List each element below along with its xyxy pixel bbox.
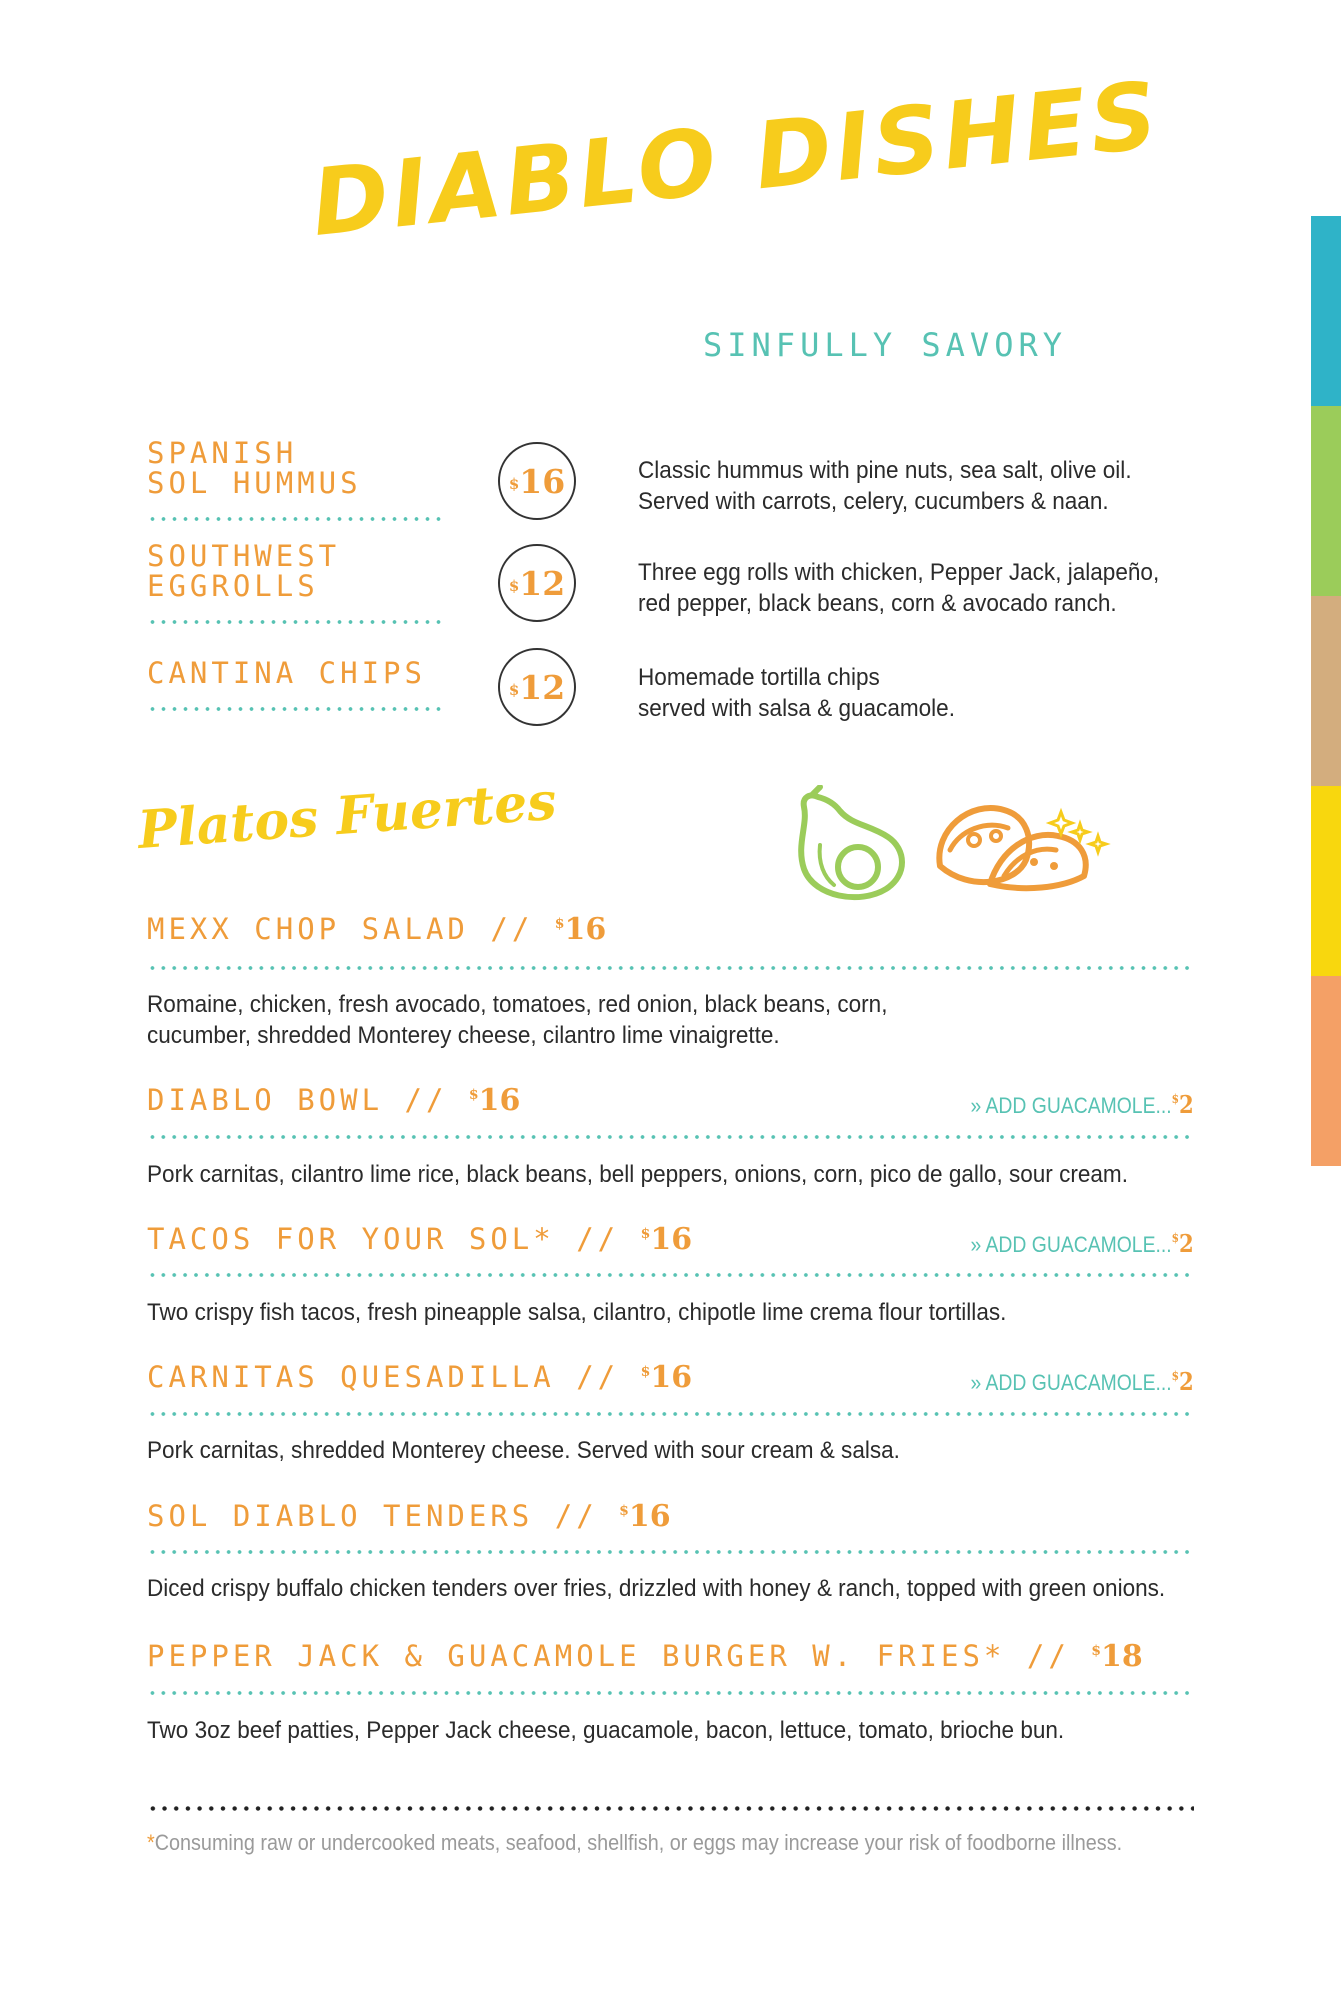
section-title: Platos Fuertes xyxy=(135,770,559,861)
price-symbol: $ xyxy=(619,1503,629,1519)
price-value: 18 xyxy=(1101,1639,1143,1674)
page-subtitle: SINFULLY SAVORY xyxy=(703,326,1067,364)
color-bar-blue xyxy=(1311,216,1341,406)
dotted-divider xyxy=(147,707,441,711)
entree-price xyxy=(555,912,607,947)
price-value: 2 xyxy=(1179,1090,1194,1119)
entree-name xyxy=(147,912,606,947)
entree-description: Diced crispy buffalo chicken tenders over fries, drizzled with honey & ranch, topped with green onions. xyxy=(147,1575,1166,1602)
add-guacamole-option xyxy=(971,1367,1194,1396)
color-bar-tan xyxy=(1311,596,1341,786)
dotted-divider xyxy=(147,966,1194,970)
appetizer-name: SPANISH SOL HUMMUS xyxy=(147,436,362,500)
footer-note-text: Consuming raw or undercooked meats, seafood, shellfish, or eggs may increase your risk of foodborne illness. xyxy=(154,1830,1123,1855)
price-symbol: $ xyxy=(508,475,520,493)
dotted-divider xyxy=(147,1135,1194,1139)
footer-divider xyxy=(147,1806,1194,1811)
entree-title: TACOS FOR YOUR SOL* xyxy=(147,1222,555,1256)
price-value: 16 xyxy=(650,1222,693,1257)
entree-separator: // xyxy=(404,1083,448,1117)
avocado-icon xyxy=(790,785,910,910)
entree-name xyxy=(147,1083,520,1118)
price-symbol: $ xyxy=(1171,1369,1180,1383)
color-bar xyxy=(1311,216,1341,1166)
entree-price xyxy=(469,1083,521,1118)
price-badge xyxy=(498,648,576,726)
taco-icon xyxy=(930,780,1120,910)
price-symbol: $ xyxy=(1171,1092,1180,1106)
entree-name xyxy=(147,1499,671,1534)
addon-price xyxy=(1172,1229,1194,1258)
price-value: 12 xyxy=(519,667,566,707)
entree-separator: // xyxy=(1026,1639,1070,1673)
add-guacamole-option xyxy=(971,1229,1194,1258)
color-bar-green xyxy=(1311,406,1341,596)
price-value: 16 xyxy=(478,1083,521,1118)
price-symbol: $ xyxy=(508,577,520,595)
entree-title: PEPPER JACK & GUACAMOLE BURGER W. FRIES* xyxy=(147,1639,1006,1673)
entree-description: Two 3oz beef patties, Pepper Jack cheese, guacamole, bacon, lettuce, tomato, brioche bun. xyxy=(147,1717,1065,1744)
entree-name xyxy=(147,1222,692,1257)
entree-price xyxy=(619,1499,671,1534)
dotted-divider xyxy=(147,1412,1194,1416)
entree-separator: // xyxy=(554,1499,598,1533)
entree-separator: // xyxy=(576,1222,620,1256)
addon-price xyxy=(1172,1090,1194,1119)
entree-separator: // xyxy=(490,912,534,946)
entree-separator: // xyxy=(576,1360,620,1394)
color-bar-yellow xyxy=(1311,786,1341,976)
addon-label: » ADD GUACAMOLE... xyxy=(970,1093,1172,1118)
price-badge xyxy=(498,544,576,622)
addon-label: » ADD GUACAMOLE... xyxy=(970,1370,1172,1395)
price-symbol: $ xyxy=(1171,1231,1180,1245)
page-title: DIABLO DISHES xyxy=(306,61,1166,257)
appetizer-description: Homemade tortilla chips served with salsa & guacamole. xyxy=(638,664,955,722)
addon-label: » ADD GUACAMOLE... xyxy=(970,1232,1172,1257)
price-symbol: $ xyxy=(554,916,565,932)
entree-description: Pork carnitas, shredded Monterey cheese. Served with sour cream & salsa. xyxy=(147,1437,900,1464)
entree-price xyxy=(1091,1639,1143,1674)
appetizer-description: Three egg rolls with chicken, Pepper Jack, jalapeño, red pepper, black beans, corn & avocado ranch. xyxy=(638,559,1160,617)
add-guacamole-option xyxy=(971,1090,1194,1119)
entree-price xyxy=(641,1222,693,1257)
entree-title: CARNITAS QUESADILLA xyxy=(147,1360,555,1394)
footer-asterisk: * xyxy=(147,1830,155,1855)
dotted-divider xyxy=(147,1691,1194,1695)
appetizer-name: SOUTHWEST EGGROLLS xyxy=(147,539,341,603)
entree-title: MEXX CHOP SALAD xyxy=(147,912,469,946)
entree-description: Romaine, chicken, fresh avocado, tomatoes, red onion, black beans, corn, cucumber, shredded Monterey cheese, cilantro lime vinaigrette. xyxy=(147,991,888,1049)
dotted-divider xyxy=(147,1550,1194,1554)
dotted-divider xyxy=(147,620,441,624)
foodborne-illness-disclaimer xyxy=(147,1830,1182,1856)
price-value: 16 xyxy=(650,1360,693,1395)
entree-description: Pork carnitas, cilantro lime rice, black beans, bell peppers, onions, corn, pico de gallo, sour cream. xyxy=(147,1161,1128,1188)
addon-price xyxy=(1172,1367,1194,1396)
price-value: 16 xyxy=(519,461,566,501)
price-symbol: $ xyxy=(640,1364,651,1380)
color-bar-orange xyxy=(1311,976,1341,1166)
price-symbol: $ xyxy=(508,681,520,699)
entree-name xyxy=(147,1360,692,1395)
entree-description: Two crispy fish tacos, fresh pineapple salsa, cilantro, chipotle lime crema flour tortillas. xyxy=(147,1299,1007,1326)
price-value: 16 xyxy=(564,912,607,947)
entree-title: SOL DIABLO TENDERS xyxy=(147,1499,534,1533)
entree-name xyxy=(147,1639,1143,1674)
entree-title: DIABLO BOWL xyxy=(147,1083,384,1117)
price-symbol: $ xyxy=(640,1226,651,1242)
appetizer-name: CANTINA CHIPS xyxy=(147,656,426,690)
dotted-divider xyxy=(147,1273,1194,1277)
entree-price xyxy=(641,1360,693,1395)
price-symbol: $ xyxy=(1091,1643,1101,1659)
price-value: 2 xyxy=(1179,1367,1194,1396)
price-value: 16 xyxy=(628,1499,671,1534)
price-value: 12 xyxy=(519,563,566,603)
appetizer-description: Classic hummus with pine nuts, sea salt, olive oil. Served with carrots, celery, cucumbers & naan. xyxy=(638,457,1132,515)
price-symbol: $ xyxy=(468,1087,479,1103)
price-value: 2 xyxy=(1179,1229,1194,1258)
price-badge xyxy=(498,442,576,520)
dotted-divider xyxy=(147,517,441,521)
